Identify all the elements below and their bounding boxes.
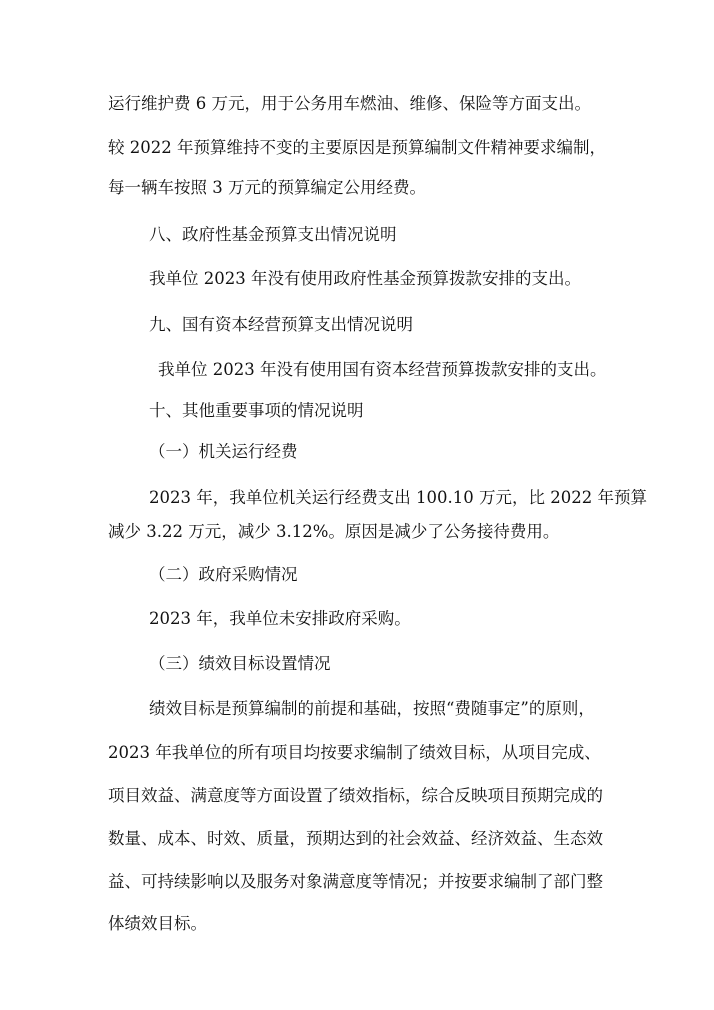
text-line-20: 体绩效目标。 [108, 914, 207, 933]
text-line-11: 减少 3.22 万元，减少 3.12%。原因是减少了公务接待费用。 [108, 522, 560, 541]
text-line-1: 运行维护费 6 万元，用于公务用车燃油、维修、保险等方面支出。 [108, 94, 591, 113]
text-line-19: 益、可持续影响以及服务对象满意度等情况；并按要求编制了部门整 [108, 872, 603, 891]
subsection-heading-1: （一）机关运行经费 [149, 442, 298, 461]
section-heading-9: 九、国有资本经营预算支出情况说明 [149, 315, 413, 334]
text-line-3: 每一辆车按照 3 万元的预算编定公用经费。 [108, 178, 426, 197]
section-heading-8: 八、政府性基金预算支出情况说明 [149, 225, 397, 244]
text-line-18: 数量、成本、时效、质量，预期达到的社会效益、经济效益、生态效 [108, 829, 603, 848]
text-line-10: 2023 年，我单位机关运行经费支出 100.10 万元，比 2022 年预算 [149, 488, 647, 507]
text-line-13: 2023 年，我单位未安排政府采购。 [149, 609, 411, 628]
text-line-2: 较 2022 年预算维持不变的主要原因是预算编制文件精神要求编制， [108, 138, 606, 157]
subsection-heading-3: （三）绩效目标设置情况 [149, 654, 331, 673]
section-heading-10: 十、其他重要事项的情况说明 [149, 401, 364, 420]
text-line-5: 我单位 2023 年没有使用政府性基金预算拨款安排的支出。 [149, 269, 581, 288]
subsection-heading-2: （二）政府采购情况 [149, 565, 298, 584]
text-line-15: 绩效目标是预算编制的前提和基础，按照“费随事定”的原则， [149, 699, 595, 718]
text-line-17: 项目效益、满意度等方面设置了绩效指标，综合反映项目预期完成的 [108, 786, 603, 805]
text-line-16: 2023 年我单位的所有项目均按要求编制了绩效目标，从项目完成、 [108, 743, 601, 762]
text-line-7: 我单位 2023 年没有使用国有资本经营预算拨款安排的支出。 [158, 360, 607, 379]
